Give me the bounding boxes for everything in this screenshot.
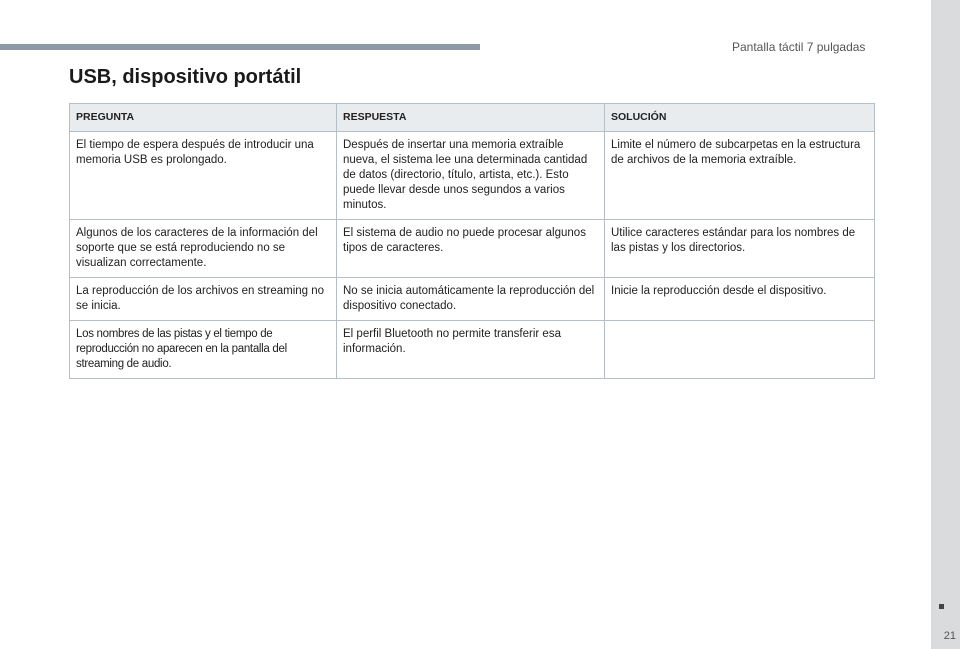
table-row xyxy=(70,132,875,220)
column-header-respuesta: RESPUESTA xyxy=(337,104,605,132)
cell-pregunta: Los nombres de las pistas y el tiempo de reproducción no aparecen en la pantalla del streaming de audio. xyxy=(70,321,337,379)
cell-solucion: Limite el número de subcarpetas en la estructura de archivos de la memoria extraíble. xyxy=(605,132,875,220)
section-header: Pantalla táctil 7 pulgadas xyxy=(732,40,866,54)
cell-solucion xyxy=(605,321,875,379)
table-row xyxy=(70,220,875,278)
cell-respuesta: No se inicia automáticamente la reproducción del dispositivo conectado. xyxy=(337,278,605,321)
cell-respuesta: El sistema de audio no puede procesar algunos tipos de caracteres. xyxy=(337,220,605,278)
cell-solucion: Utilice caracteres estándar para los nombres de las pistas y los directorios. xyxy=(605,220,875,278)
column-header-solucion: SOLUCIÓN xyxy=(605,104,875,132)
page-title: USB, dispositivo portátil xyxy=(69,66,302,88)
table-header-row xyxy=(70,104,875,132)
cell-respuesta: Después de insertar una memoria extraíble nueva, el sistema lee una determinada cantidad de datos (directorio, título, artista, etc.). Esto puede llevar desde unos segundos a varios minutos. xyxy=(337,132,605,220)
table-row xyxy=(70,321,875,379)
cell-pregunta: El tiempo de espera después de introducir una memoria USB es prolongado. xyxy=(70,132,337,220)
faq-table xyxy=(69,103,875,379)
column-header-pregunta: PREGUNTA xyxy=(70,104,337,132)
table-row xyxy=(70,278,875,321)
page-edge-band xyxy=(931,0,960,649)
cell-respuesta: El perfil Bluetooth no permite transferir esa información. xyxy=(337,321,605,379)
cell-pregunta: Algunos de los caracteres de la información del soporte que se está reproduciendo no se visualizan correctamente. xyxy=(70,220,337,278)
cell-solucion: Inicie la reproducción desde el dispositivo. xyxy=(605,278,875,321)
page-number: 21 xyxy=(943,630,956,642)
header-rule xyxy=(0,44,480,50)
cell-pregunta: La reproducción de los archivos en streaming no se inicia. xyxy=(70,278,337,321)
page-marker xyxy=(939,604,944,609)
